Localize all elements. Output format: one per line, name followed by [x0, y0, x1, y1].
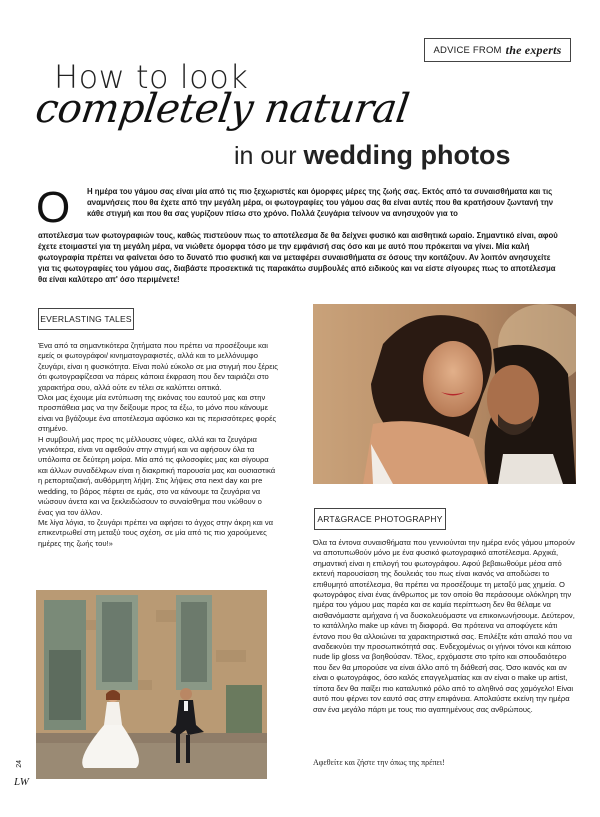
intro-paragraph-rest: αποτέλεσμα των φωτογραφιών τους, καθώς πιστεύουν πως το αποτέλεσμα δε θα δείχνει φυσικό και αισθητικά ωραίο. Σημαντικό είναι, αφού έχετε ετοιμαστεί για τη μεγάλη μέρα, να νιώθετε όμορφα τόσο με την εμφάνισή σας όσο και με αυτό που πρόκειται να γίνει. Μία καλή φωτογραφία πρέπει να φαίνεται όσο το δυνατό πιο φυσική και να μεταφέρει συναισθήματα σε όσους την κοιτάζουν. Αν λοιπόν ανησυχείτε για τις φωτογραφίες του γάμου σας, διαβάστε προσεκτικά τις παρακάτω συμβουλές από ειδικούς και να είστε σίγουρες πως το αποτέλεσμα θα είναι καλύτερο απ' όσο περιμένετε!	[38, 231, 558, 284]
section-heading-everlasting-tales: EVERLASTING TALES	[38, 308, 134, 330]
drop-cap: Ο	[36, 183, 71, 232]
magazine-logo: LW	[14, 776, 29, 788]
title-line-3	[234, 140, 510, 171]
page-number: 24	[16, 760, 23, 768]
paragraph: Με λίγα λόγια, το ζευγάρι πρέπει να αφήσει το άγχος στην άκρη και να επικεντρωθεί στη μεταξύ τους σχέση, σε μία από τις πιο χαρούμενες ημέρες της ζωής του!»	[38, 517, 274, 548]
paragraph: Όλα τα έντονα συναισθήματα που γεννιούνται την ημέρα ενός γάμου μπορούν να αποτυπωθούν μόνο με ένα φυσικό φωτογραφικό αποτέλεσμα. Αρχικά, σημαντική είναι η επιλογή του φωτογράφου. Αφού βεβαιωθούμε μέσα από εκτενή παρουσίαση της δουλειάς του πως είναι ικανός να αποδώσει το επιθυμητό αποτέλεσμα, θα πρέπει να προσέξουμε τη μεταξύ μας χημεία. Ο φωτογράφος είναι ένας άνθρωπος με τον οποίο θα περάσουμε ολόκληρη την ημέρα του γάμου μας παρέα και σε καμία περίπτωση δεν θα θέλαμε να αισθανόμαστε αμήχανα ή να δυσκολευόμαστε να επικοινωνήσουμε. Δεύτερον, το κατάλληλο make up κάνει τη διαφορά. Θα πρότεινα να αποφύγετε κάτι έντονο που θα αλλοιώνει τα χαρακτηριστικά σας. Επιλέξτε κάτι απαλό που να αναδεικνύει την προσωπικότητά σας. Ενδεχομένως οι γήινοι τόνοι και κάποιο nude lip gloss να βοηθούσαν. Τέλος, ερχόμαστε στο τρίτο και σπουδαιότερο που δεν θα μπορούσε να είναι άλλο από τη διάθεσή σας. Όσο ικανός και αν είναι ο φωτογράφος, όσο καλός επαγγελματίας και αν είναι ο make up artist, τίποτα δεν θα παίξει πιο καταλυτικό ρόλο από το αληθινό σας χαμόγελο! Είναι αυτό που φέρνει τον εαυτό σας στην επιφάνεια. Απολαύστε εκείνη την ημέρα σαν ένα μεγάλο πάρτι με τους πιο αγαπημένους σας ανθρώπους.	[313, 538, 575, 714]
column-everlasting-tales	[38, 341, 278, 549]
title-line-3-light: in our	[234, 142, 297, 170]
title-line-1: How to look	[54, 58, 249, 96]
title-line-3-bold: wedding photos	[303, 140, 511, 170]
closing-line: Αφεθείτε και ζήστε την όπως της πρέπει!	[313, 758, 445, 767]
couple-building-image	[36, 590, 267, 779]
section-tag-prefix: ADVICE FROM	[433, 44, 502, 56]
section-tag	[424, 38, 571, 62]
couple-closeup-photo	[313, 304, 576, 484]
paragraph: Όλοι μας έχουμε μία εντύπωση της εικόνας του εαυτού μας και στην προσπάθεια μας να την δείξουμε προς τα έξω, το μόνο που κάνουμε είναι να βγάζουμε ένα αποτέλεσμα αφύσικο και τις περισσότερες φορές στημένο.	[38, 393, 277, 434]
intro-paragraph-start: Η ημέρα του γάμου σας είναι μία από τις πιο ξεχωριστές και όμορφες μέρες της ζωής σας. Εκτός από τα συναισθήματα και τις αναμνήσεις που θα έχετε από την μεγάλη μέρα, οι φωτογραφίες του γάμου σας θα είναι αυτές που θα κρατήσουν ζωντανή την κάθε στιγμή και που θα σας γυρίζουν πίσω στο χρόνο. Πολλά ζευγάρια τείνουν να ανησυχούν για το	[87, 187, 554, 218]
section-tag-suffix: the experts	[505, 42, 562, 57]
title-line-2: completely natural	[32, 86, 412, 132]
paragraph: Η συμβουλή μας προς τις μέλλουσες νύφες, αλλά και τα ζευγάρια γενικότερα, είναι να αφεθούν στην στιγμή και να αφήσουν όλα τα υπόλοιπα σε δεύτερη μοίρα. Μία από τις φιλοσοφίες μας και σίγουρα και άλλων συναδέλφων είναι η διακριτική παρουσία μας και ουσιαστικά η ρεπορταζιακή, αυθόρμητη λήψη. Στις λήψεις στα next day και pre wedding, το βάρος πέφτει σε εμάς, στο να κάνουμε τα ζευγάρια να νιώσουν άνετα και να ξεκλειδώσουν το συναίσθημα που νιώθουν ο ένας για τον άλλον.	[38, 434, 276, 517]
couple-closeup-image	[313, 304, 576, 484]
section-heading-art-grace: ART&GRACE PHOTOGRAPHY	[314, 508, 446, 530]
couple-building-photo	[36, 590, 267, 779]
column-art-grace	[313, 538, 575, 715]
paragraph: Ένα από τα σημαντικότερα ζητήματα που πρέπει να προσέξουμε και εμείς οι φωτογράφοι/ κινηματογραφιστές, αλλά και το μελλόνυμφο ζευγάρι, είναι η φυσικότητα. Είναι πολύ εύκολο σε μια στιγμή που ξέρεις ότι φωτογραφίζεσαι να πάρεις κάποια έκφραση που δεν ταιριάζει στο χαρακτήρα σου, αλλά ούτε εν τέλει σε καλύπτει οπτικά.	[38, 341, 278, 392]
